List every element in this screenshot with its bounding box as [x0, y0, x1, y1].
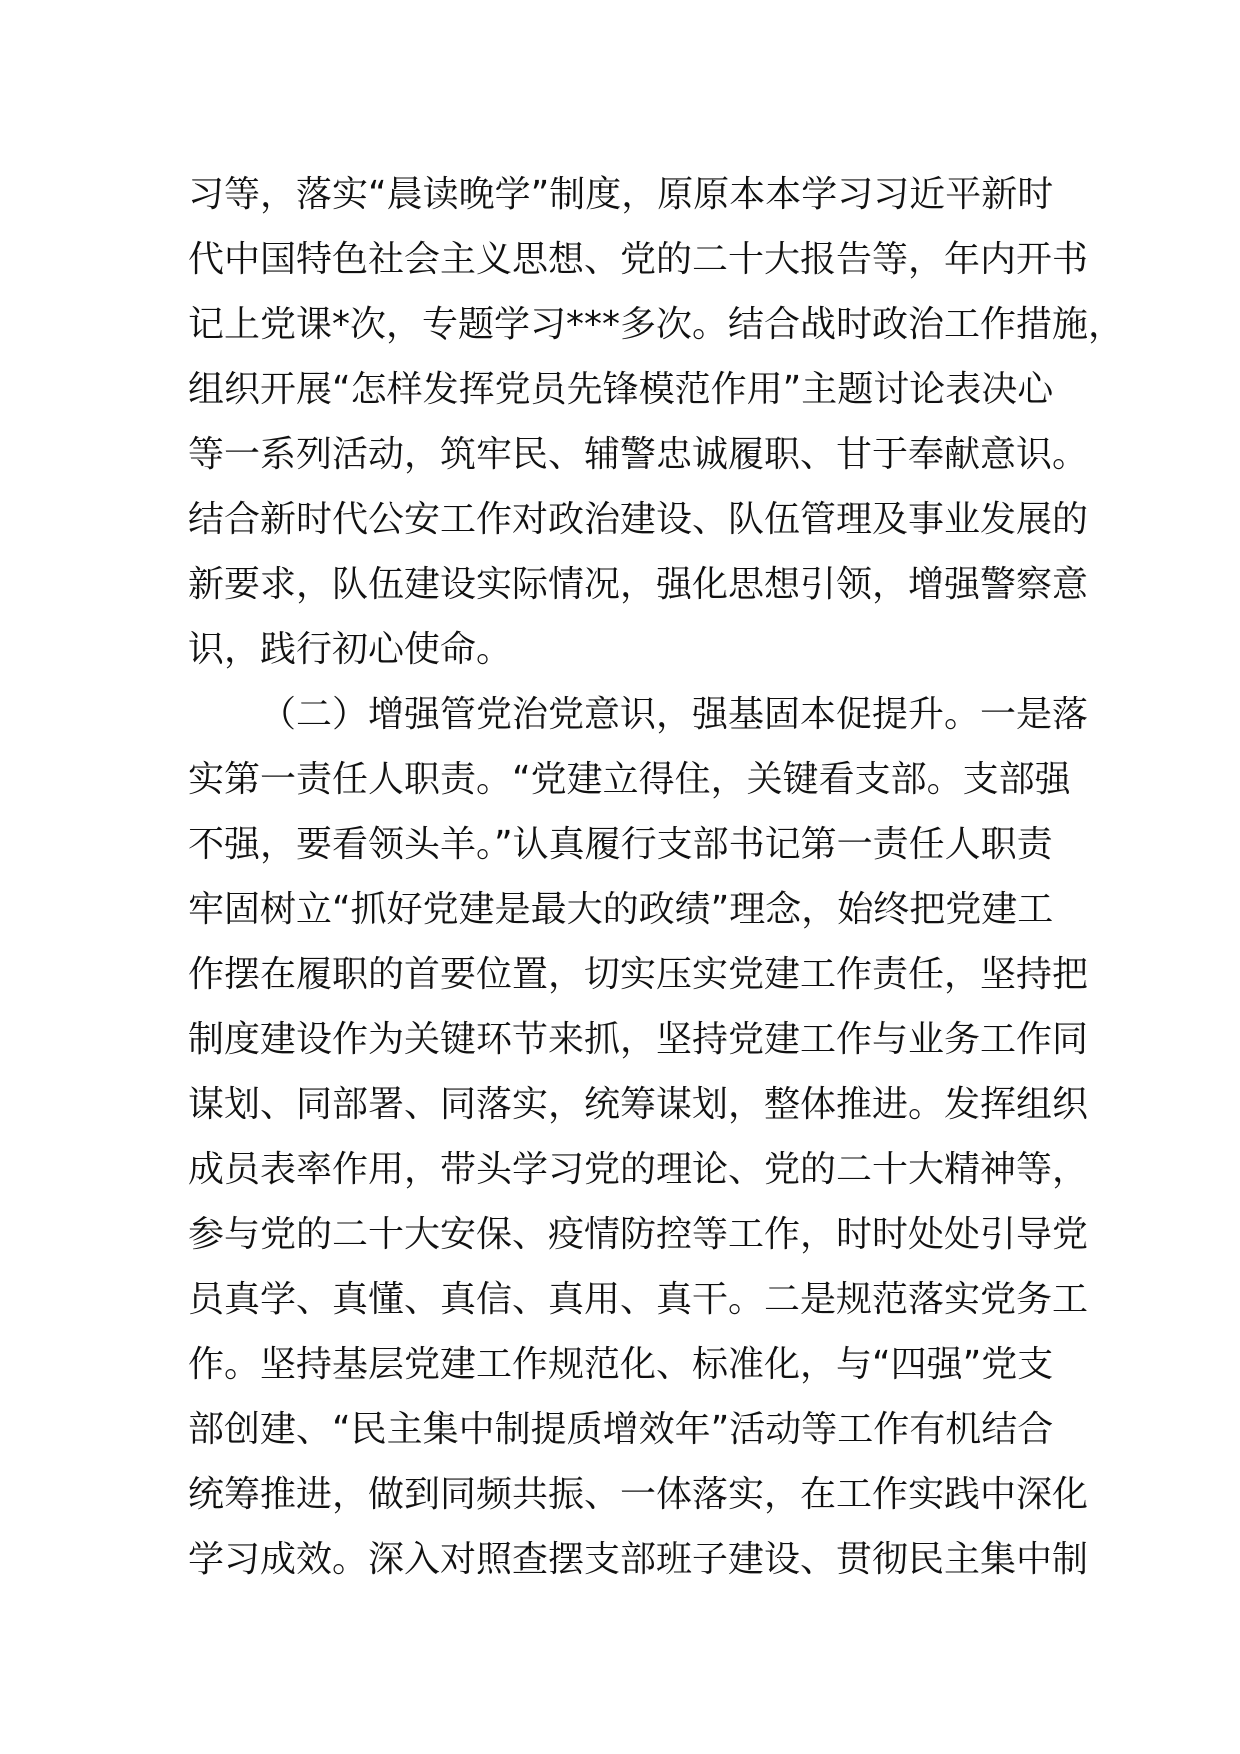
text-line: 牢固树立“抓好党建是最大的政绩”理念，始终把党建工 — [188, 889, 1054, 930]
text-line: 组织开展“怎样发挥党员先锋模范作用”主题讨论表决心 — [188, 369, 1054, 410]
section-heading-line: （二）增强管党治党意识，强基固本促提升。一是落 — [260, 694, 1089, 735]
text-line: 等一系列活动，筑牢民、辅警忠诚履职、甘于奉献意识。 — [188, 434, 1089, 475]
text-line: 参与党的二十大安保、疫情防控等工作，时时处处引导党 — [188, 1214, 1089, 1255]
text-line: 作摆在履职的首要位置，切实压实党建工作责任，坚持把 — [188, 954, 1089, 995]
text-line: 部创建、“民主集中制提质增效年”活动等工作有机结合 — [188, 1409, 1054, 1450]
document-body — [188, 162, 1125, 1592]
text-line: 识，践行初心使命。 — [188, 629, 513, 670]
text-line: 成员表率作用，带头学习党的理论、党的二十大精神等， — [188, 1149, 1089, 1190]
text-line: 不强，要看领头羊。”认真履行支部书记第一责任人职责 — [188, 824, 1053, 865]
text-line: 作。坚持基层党建工作规范化、标准化，与“四强”党支 — [188, 1344, 1054, 1385]
text-line: 记上党课*次，专题学习***多次。结合战时政治工作措施， — [188, 304, 1125, 345]
text-line: 学习成效。深入对照查摆支部班子建设、贯彻民主集中制 — [188, 1539, 1089, 1580]
text-line: 代中国特色社会主义思想、党的二十大报告等，年内开书 — [188, 239, 1089, 280]
text-line: 谋划、同部署、同落实，统筹谋划，整体推进。发挥组织 — [188, 1084, 1089, 1125]
text-line: 习等，落实“晨读晚学”制度，原原本本学习习近平新时 — [188, 174, 1054, 215]
text-line: 员真学、真懂、真信、真用、真干。二是规范落实党务工 — [188, 1279, 1089, 1320]
text-line: 新要求，队伍建设实际情况，强化思想引领，增强警察意 — [188, 564, 1089, 605]
text-line: 实第一责任人职责。“党建立得住，关键看支部。支部强 — [188, 759, 1071, 800]
text-line: 结合新时代公安工作对政治建设、队伍管理及事业发展的 — [188, 499, 1089, 540]
text-line: 统筹推进，做到同频共振、一体落实，在工作实践中深化 — [188, 1474, 1089, 1515]
text-line: 制度建设作为关键环节来抓，坚持党建工作与业务工作同 — [188, 1019, 1089, 1060]
